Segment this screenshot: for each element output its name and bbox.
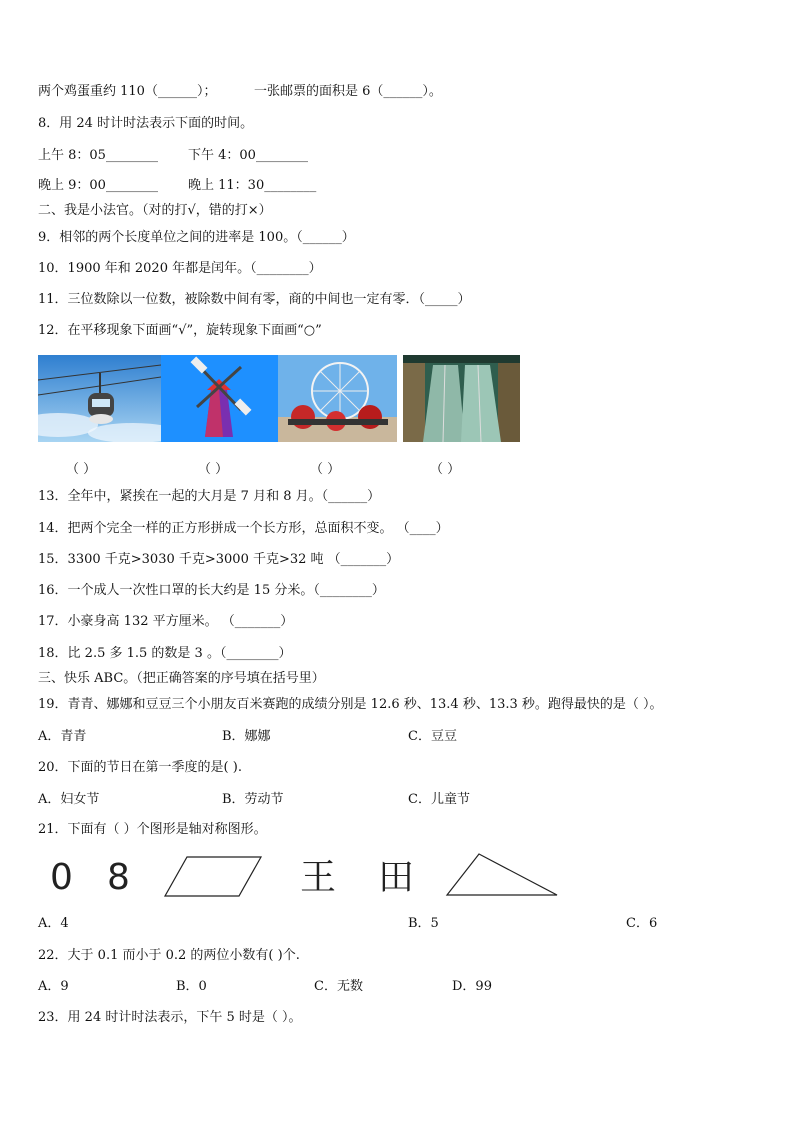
question-8-item-d: 晚上 11：30________	[188, 178, 317, 193]
triangle-figure	[445, 852, 560, 898]
section-3-heading: 三、快乐 ABC。（把正确答案的序号填在括号里）	[38, 671, 325, 686]
digit-eight-figure: 8	[107, 857, 130, 898]
question-12: 12．在平移现象下面画“√”，旋转现象下面画“○”	[38, 323, 322, 338]
q22-option-d[interactable]: D．99	[452, 979, 492, 994]
question-23: 23．用 24 时计时法表示，下午 5 时是（ ）。	[38, 1010, 302, 1025]
question-19: 19．青青、娜娜和豆豆三个小朋友百米赛跑的成绩分别是 12.6 秒、13.4 秒、13.3 秒。跑得最快的是（ ）。	[38, 697, 663, 712]
q21-option-c[interactable]: C．6	[626, 916, 658, 931]
question-21: 21．下面有（ ）个图形是轴对称图形。	[38, 822, 267, 837]
ferris-wheel-image	[278, 355, 397, 442]
q12-answer-blank-2[interactable]: （ ）	[198, 462, 229, 477]
q12-answer-blank-4[interactable]: （ ）	[430, 462, 461, 477]
question-16: 16．一个成人一次性口罩的长大约是 15 分米。（________）	[38, 583, 385, 598]
character-wang-figure: 王	[300, 857, 337, 898]
question-8-item-b: 下午 4：00________	[188, 148, 308, 163]
q22-option-b[interactable]: B．0	[176, 979, 207, 994]
egg-weight-question: 两个鸡蛋重约 110（______）；	[38, 84, 217, 99]
windmill-image	[161, 355, 278, 442]
q20-option-b[interactable]: B．劳动节	[222, 792, 284, 807]
question-8-item-a: 上午 8：05________	[38, 148, 158, 163]
question-18: 18．比 2.5 多 1.5 的数是 3 。（________）	[38, 646, 292, 661]
digit-zero-figure: 0	[50, 857, 73, 898]
escalator-image	[403, 355, 520, 442]
question-8-item-c: 晚上 9：00________	[38, 178, 158, 193]
question-20: 20．下面的节日在第一季度的是( ).	[38, 760, 242, 775]
q20-option-a[interactable]: A．妇女节	[38, 792, 100, 807]
stamp-area-question: 一张邮票的面积是 6（______）。	[254, 84, 442, 99]
q19-option-a[interactable]: A．青青	[38, 729, 87, 744]
q22-option-c[interactable]: C．无数	[314, 979, 363, 994]
question-13: 13．全年中，紧挨在一起的大月是 7 月和 8 月。（______）	[38, 489, 381, 504]
question-8: 8．用 24 时计时法表示下面的时间。	[38, 116, 254, 131]
character-tian-figure: 田	[378, 857, 415, 898]
question-14: 14．把两个完全一样的正方形拼成一个长方形，总面积不变。 （____）	[38, 521, 449, 536]
q12-answer-blank-3[interactable]: （ ）	[310, 462, 341, 477]
q22-option-a[interactable]: A．9	[38, 979, 69, 994]
q12-answer-blank-1[interactable]: （ ）	[66, 462, 97, 477]
q20-option-c[interactable]: C．儿童节	[408, 792, 470, 807]
q21-option-b[interactable]: B．5	[408, 916, 439, 931]
question-9: 9．相邻的两个长度单位之间的进率是 100。（______）	[38, 230, 355, 245]
question-22: 22．大于 0.1 而小于 0.2 的两位小数有( )个.	[38, 948, 300, 963]
question-10: 10．1900 年和 2020 年都是闰年。（________）	[38, 261, 322, 276]
question-17: 17．小豪身高 132 平方厘米。 （_______）	[38, 614, 294, 629]
q19-option-b[interactable]: B．娜娜	[222, 729, 271, 744]
q19-option-c[interactable]: C．豆豆	[408, 729, 457, 744]
q21-option-a[interactable]: A．4	[38, 916, 69, 931]
question-11: 11．三位数除以一位数，被除数中间有零，商的中间也一定有零．（_____）	[38, 292, 471, 307]
section-2-heading: 二、我是小法官。（对的打√，错的打×）	[38, 203, 272, 218]
cable-car-image	[38, 355, 161, 442]
parallelogram-figure	[163, 855, 263, 899]
question-15: 15．3300 千克>3030 千克>3000 千克>32 吨 （_______）	[38, 552, 400, 567]
